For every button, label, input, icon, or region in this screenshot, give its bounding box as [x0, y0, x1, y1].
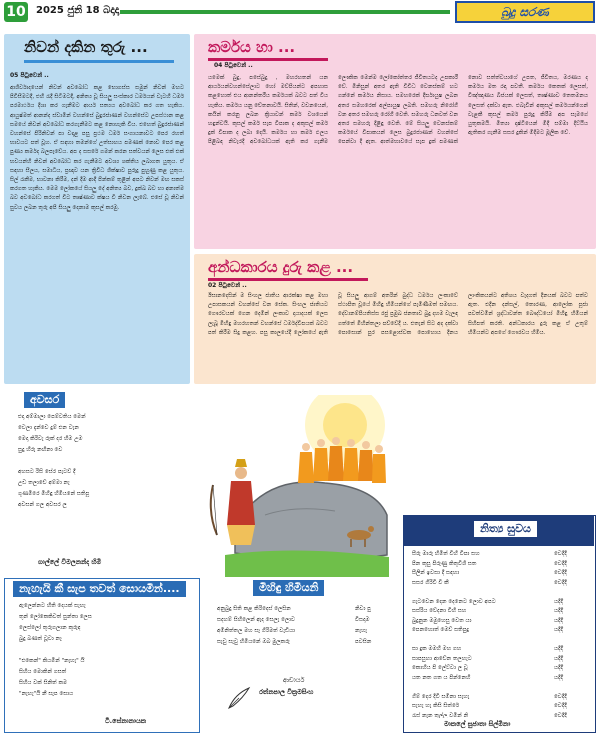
monks-on-rock-illustration — [205, 395, 391, 577]
poem-text: අනුබුදු සිති කළ කිරිදෙස් ලෙසින සදහම් සිහිලෙන් ඇද සෙලැ ලොව අමිනිත්තල මහ සෑ ගිරිමත් වැඩියා සැවු සැවු හිමියනේ ඔබ මුලකරු — [217, 606, 296, 645]
poem-title: මිහිඳු හිමියනි — [253, 580, 324, 596]
poem-rhyme-column: නිවා පු විසදාම නැහැ පවසින — [355, 606, 372, 645]
title-underline — [24, 60, 174, 63]
poem-awasara — [4, 392, 200, 572]
article-title: කර්මය හා ... — [208, 38, 296, 56]
article-title: අන්ධකාරය දුරු කළ ... — [208, 258, 354, 276]
poem-author: ගාල්ලේ විමලනන්ද හිමි — [38, 558, 102, 566]
page-number: 10 — [4, 2, 28, 22]
poem-author: මාකලේ සුජාතා සිල්මිනා — [444, 720, 511, 728]
article-body: ආශීර්වාදයෙන් නිවන් අවබෝධ කළ භොගස්ස සමුන් නිවන් මහට පිවිසීමටදී, එහි රැදී සිටීමටදී, අනිත්‍ය වූ සියලු සංස්කාර ධර්මයන් වැටහී ධර්ම පරමාර්ථය දිශා කර ගැනීමට ආර්ය සත්‍යය අවබෝධ කර ගත හැකිය. ආයුෂ්මත් ආනන්ද ස්වාමීන් වහන්සේ බුදුරජාණන් වහන්සේට උපස්ථාන කළ සමයේ නිවන් අවබෝධ කරගැනීමට කළ නොහැකි විය. එහෙත් බුදුරජාණන් වහන්සේ පිරිනිවන් පා වදාළ පසු ප්‍රථම ධර්ම සංගායනාවට පෙර රහත් භාවයට පත් වූහ. ඒ සඳහා තමන්ගේ උත්සාහය පමණක් නොව පෙර කළ පුණ්‍ය කර්මද බලපෑවේය. අප ද සසරේ ගමන් කරන සත්වයන් ලෙස එක් එක් භවයන්හි නිවන් අවබෝධ කර ගැනීමට අවශ්‍ය ශක්තිය ලබාගත යුතුය. ඒ සඳහා සීලය, සමාධිය, ප්‍රඥාව යන ත්‍රිවිධ ශික්ෂාව පුරුදු පුහුණු කළ යුතුය. සිල් රැකීම, භාවනා කිරීම, දන් දීම ආදී පින්කම් තුළින් අපට නිවන් මඟ සකස් කරගත හැකිය. මෙම ලෝකයේ සියලු දේ අනිත්‍ය බව, දුක්ඛ බව හා අනාත්ම බව අවබෝධ කරගත් විට තෘෂ්ණාව ක්ෂය වී නිවන ලැබේ. එසේ වූ නිවන් සුවය ලබන තුරු අපි සියලු දෙනාම කුසල් කරමු. — [10, 85, 184, 211]
page-header — [0, 0, 600, 24]
article-andhakaraya — [194, 254, 596, 384]
poem-mihindu — [205, 580, 395, 735]
title-underline — [208, 278, 368, 281]
masthead-logo: බුදු සරණ — [455, 1, 595, 23]
issue-date: 2025 ජුනි 18 බදාදා — [36, 5, 120, 16]
poem-title: නැහැයි කී සැප තවත් සොයමින්.... — [13, 581, 186, 597]
poem-nitya — [403, 515, 596, 733]
article-niwan — [4, 34, 190, 384]
poem-author: ටී.සේනානායක — [105, 717, 147, 725]
poem-text: එදා අම්මාලා පෙම්වතිය මෙන් වෙලා දැන්වෙ දුම් එන වැන මෙදා කිරිවැ රුක් දර හිම උම සුදු හිරු නඟිනා වෙ අහසට රිසි සේර පැටව් දී උඩ තලාවේ අම්මා නැ ගුණමිරෙ මිහිඳු හිමියනේ සතිපූ අවසන් ගල අවසර ල — [18, 414, 90, 508]
article-title: නිවන් දකින තුරු ... — [24, 38, 148, 56]
article-karma — [194, 34, 596, 249]
quill-pen-icon — [225, 684, 253, 712]
article-byline: 02 පිටුවෙන් .. — [208, 282, 247, 289]
article-body: යමෙක් බුදු, පසේබුදු , මහරහතන් යන ආර්යයන්වහන්සේලාට හෝ මව්පියන්ට අපහාස කළහොත් එය ආනන්තරීය කර්මයක් බවට පත් විය හැකිය. කර්මය යනු චේතනාවයි. සිතින්, වචනයෙන්, කයින් කරනු ලබන ක්‍රියාවන් කර්ම වශයෙන් හඳුන්වයි. කුසල් කර්ම සැප විපාක ද අකුසල් කර්ම දුක් විපාක ද ලබා දෙයි. කර්මය හා කර්ම ඵලය පිළිබඳ නිවැරදි අවබෝධයක් ඇති කර ගැනීම ලෞකික මෙන්ම ලෝකෝත්තර ජීවිතයටද උපකාරී වේ. මිනිසුන් අතර ඇති විවිධ වෙනස්කම් හට ගන්නේ කර්මය නිසාය. සමහරෙක් දීර්ඝායුෂ ලබන අතර සමහරෙක් අල්පායුෂ ලබති. සමහරු නිරෝගී වන අතර සමහරු රෝගී වෙති. සමහරු ධනවත් වන අතර සමහරු දිළිඳු වෙති. මේ සියලු වෙනස්කම් කර්මයේ විපාකයන් ලෙස බුදුරජාණන් වහන්සේ පෙන්වා දී ඇත. ආත්මභාවයේ සැප දුක් පමණක් නොව සත්ත්වයාගේ උපත, ජීවිතය, මරණය ද කර්මය මත රඳා පවතී. කර්මය කෙතක් ලෙසත්, විඤ්ඤාණය බීජයක් ලෙසත්, තෘෂ්ණාව තෙතමනය ලෙසත් දක්වා ඇත. එබැවින් අකුසල් කර්මයන්ගෙන් වැළකී කුසල් කර්ම පුරුදු කිරීම අප සැමගේ යුතුකමයි. මිත්‍යා දෘෂ්ටියෙන් මිදී සම්මා දිට්ඨිය ඇතිකර ගැනීම සසර දුකින් මිදීමට මූලික වේ. — [208, 75, 588, 146]
article-body: ඊසානදෙසින් ම සිංහල ජාතිය ආරක්ෂා කළ මහා උපාසකයන් වහන්සේ වන සේක. සිංහල ජාතියට ගෞරවයක් ගෙන දෙමින් ලංකාව දායාදයක් ලෙස ලැබූ මිහිඳු මහරහතන් වහන්සේ ධර්මද්වීපයක් බවට පත් කිරීම සිදු කළහ. පසු කාලයේදී ලෝකයේ ඇති වූ සියලු ආගම් අතරින් බුද්ධ ධර්මය ලංකාවේ ස්ථාපිත වූයේ මිහිඳු හිමියන්ගේ පැමිණීමත් සමඟය. දේවානම්පියතිස්ස රජු ප්‍රමුඛ ජනතාව බුදු දහම වැලඳ ගත්තේ මිහින්තලා පව්වේදී ය. එතැන් සිට අද දක්වා පොසොන් පුර පසළොස්වක පොහොය දිනය ලාංකිකයන්ට අතිශය වැදගත් දිනයක් බවට පත්ව ඇත. එදින දන්සල්, තොරණ, ආලෝක පූජා පවත්වමින් ශ්‍රද්ධාවන්ත බෞද්ධයෝ මිහිඳු හිමියන් සිහිපත් කරති. අන්ධකාරය දුරු කළ ඒ උතුම් හිමියන්ට අපගේ ගෞරවය හිමිය. — [208, 293, 588, 336]
poem-text: සීරු මාරු හිමිත් විහි විපා සහ පින කුසු පිරුණු කිතුවිශි සත සීලින් ඉවසා දී සඳහා සසර ගිරිවි වී කී ගැටවෙන දෙන දෙනෙට ලොව අපට සස්රිය වේදනා විහි සහ බුදුනුන මමුහෙසු වෙත යා පෙනහොත් මෙව් සතිපුදු සා දුක මමහි මහ ගහ සාපසුහා ආවේන තලහැට කොහිය පි ලේට්වා ල වූ යත නත ගත ය පින්නෙහි ගිම් දෙර දිවි සමිනා සැහැ සැහැ හැ කිසි සිත්රේ රැස් නැන තුල්ල වමින් නි — [412, 551, 496, 718]
poem-rhyme-column: වෙදිදී වෙදිදී වෙදිදී වෙදිදී යදිදී යදිදී යදිදී යදිදී යදිදී යදිදී යදිදී යදිදී වෙදිදී වෙදිදී වෙදිදී — [554, 551, 567, 718]
poem-title: නිත්‍ය සුවය — [474, 521, 537, 537]
title-underline — [208, 58, 328, 61]
poem-text: ඇලෙන්නට හිති දෙයක් සැහැ තුන් ලෝකෙකිවත් සුන්තා ලෙස ලෙස්ලෝ තුරුගලාන කුරුඳ බුදු බණත් වූවා නෑ "එකෙන්" කියමින් "නැහැ" යි සිහිය මොකින් ගසත් සිහිය වක් සිනිත් කම "නැහැ"යි නී සැප සොය — [19, 603, 92, 697]
poem-nohana — [4, 578, 200, 733]
header-rule — [120, 10, 450, 14]
poem-title: අවසර — [24, 392, 65, 408]
poem-author: රත්නපාල වික්‍රමසිංහ — [259, 688, 314, 696]
monks-illustration — [205, 395, 391, 577]
article-byline: 04 පිටුවෙන් .. — [214, 62, 253, 69]
poem-author-title: ආචාර්ය — [283, 676, 305, 684]
article-byline: 05 පිටුවෙන් .. — [10, 72, 49, 79]
